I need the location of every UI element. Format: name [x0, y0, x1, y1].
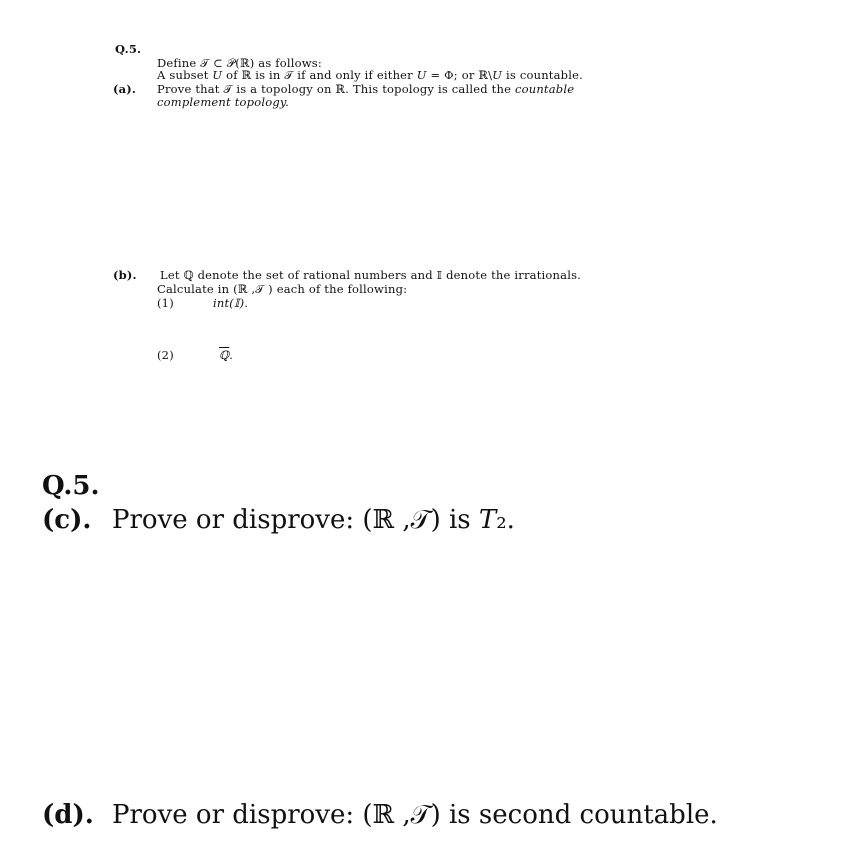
part-d-label: (d).: [42, 800, 94, 830]
item1-number: (1): [157, 296, 174, 310]
part-a-text: Prove that 𝒯 is a topology on ℝ. This topology is called the: [157, 82, 512, 96]
part-b-line2: Calculate in (ℝ ,𝒯 ) each of the following:: [157, 282, 408, 296]
part-c-text: Prove or disprove: (ℝ ,𝒯) is 𝑇₂.: [112, 505, 515, 535]
part-a-term-complement: complement topology.: [157, 95, 289, 109]
item2-expression: [219, 349, 233, 361]
part-a-line: [157, 83, 574, 95]
question-label-bottom: Q.5.: [42, 471, 100, 501]
item2-closure-symbol: ℚ: [219, 348, 230, 362]
subset-definition-line: A subset 𝑈 of ℝ is in 𝒯 if and only if either 𝑈 = Φ; or ℝ\𝑈 is countable.: [157, 68, 583, 82]
part-a-term-countable: countable: [514, 82, 575, 96]
part-a-label: (a).: [113, 82, 137, 96]
part-c-label: (c).: [42, 505, 92, 535]
question-label-top: Q.5.: [115, 42, 142, 56]
item2-number: (2): [157, 348, 174, 362]
item2-suffix: .: [229, 348, 234, 362]
part-b-label: (b).: [113, 268, 137, 282]
part-b-line1: Let ℚ denote the set of rational numbers and 𝕀 denote the irrationals.: [160, 268, 582, 282]
item1-expression: int(𝕀).: [213, 296, 249, 310]
part-d-text: Prove or disprove: (ℝ ,𝒯) is second countable.: [112, 800, 718, 830]
define-line: Define 𝒯 ⊂ 𝒫(ℝ) as follows:: [157, 56, 322, 70]
